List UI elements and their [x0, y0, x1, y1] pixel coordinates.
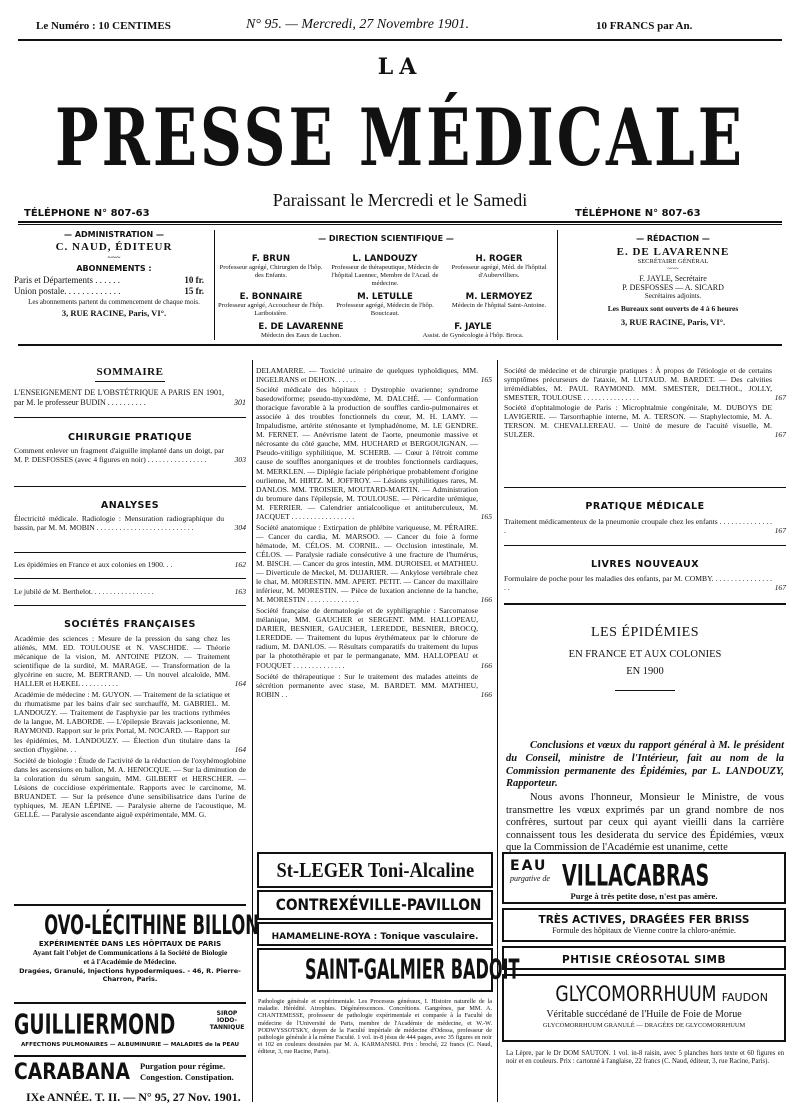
toc-page: 162 — [234, 560, 246, 569]
toc-analyses-text: Électricité médicale. Radiologie : Mensuration radiographique du bassin, par M. M. MOBIN . . . . . . . . . . . . . . . . . . . . . . . . . . — [14, 514, 224, 533]
societes-heading: SOCIÉTÉS FRANÇAISES — [64, 619, 196, 630]
chir-heading: CHIRURGIE PRATIQUE — [67, 432, 193, 443]
toc-page: 166 — [480, 660, 492, 670]
redaction-assistants-role: Secrétaires adjoints. — [644, 292, 702, 300]
ad-glyco-line1: Véritable succédané de l'Huile de Foie de Morue — [546, 1009, 742, 1020]
ad-briss-line: Formule des hôpitaux de Vienne contre la chloro-anémie. — [552, 926, 736, 935]
toc-page: 167 — [774, 583, 786, 593]
article-subtitle: Conclusions et vœux du rapport général à M. le président du Conseil, ministre de l'Intérieur, fait au nom de la Commission permanente des Épidémies, par L. LANDOUZY, Rapporteur. — [506, 740, 784, 790]
ad-villacabras-line: Purge à très petite dose, n'est pas amère. — [570, 891, 718, 901]
article-title-2: EN FRANCE ET AUX COLONIES — [568, 649, 722, 660]
ad-st-leger — [257, 852, 493, 888]
toc-anatomique: Société anatomique : Extirpation de phlébite variqueuse, M. PÉRAIRE. — Cancer du cardia, M. MARSOO. — Cancer du foie à forme hématode, M. CÉLOS. M. CORNIL. — Occlusion intestinale, M. CÉLOS. — Paralysie radiale consécutive à une fracture de l'humérus, M. BISCH. — Cancer du gros intestin, MM. DUROISEL et MATHIEU. — Diverticule de Meckel, M. DUJARIER. — Ankylose vertébrale chez le chat, M. MORESTIN. MM. APERT. PETIT. — Cancer du maxillaire inférieur, M. MORESTIN. — Pièce de luxation ancienne de la hanche, M. MORESTIN . . . . . . . . . . . . . . — [256, 522, 478, 605]
toc-page: 167 — [774, 430, 786, 440]
ad-carabana-title: CARABANA — [14, 1060, 130, 1085]
staff-lavarenne — [216, 322, 386, 340]
toc-biologie: Société de biologie : Étude de l'activité de la réduction de l'oxyhémoglobine dans les ascensions en ballon, M. A. HENOCQUE. — Sur la diminution de la coloration du sérum sanguin, MM. GILBERT et HERSCHER. — Lésions de coccidiose expérimentale. Rapports avec le carcinome, M. BRUANDET. — Sur la présence d'une sensibilisatrice dans l'urine de typhiques, M. JEAN LÉPINE. — Paralysie alterne de l'acoustique, M. GELLÉ. — Paralysie ascendante aiguë expérimentale, MM. G. — [14, 755, 246, 819]
ad-fer-briss — [502, 908, 786, 942]
toc-acad-sciences: Académie des sciences : Mesure de la pression du sang chez les aliénés, MM. ED. TOULOUSE et N. VASCHIDE. — Théorie mécanique de la vision, M. ANTOINE PIZON. — Traitement scientifique de la surdité, M. MARAGE. — Transformation de la glycérine en sucre, M. BERTRAND. — Un nouvel alcaloïde, MM. HALLER et HÆKEL . . . . . . . . . . — [14, 634, 230, 689]
staff-brun — [216, 254, 326, 280]
staff-name: E. DE LAVARENNE — [258, 322, 344, 332]
toc-livres-text: Formulaire de poche pour les maladies des enfants, par M. COMBY. . . . . . . . . . . . . . . . . . — [504, 574, 772, 593]
ad-carabana-line1: Purgation pour régime. — [140, 1061, 226, 1071]
ad-briss-title: TRÈS ACTIVES, DRAGÉES FER BRISS — [538, 914, 750, 926]
direction-heading: — DIRECTION SCIENTIFIQUE — — [318, 234, 454, 243]
staff-letulle — [330, 292, 440, 318]
staff-name: E. BONNAIRE — [239, 292, 303, 302]
redaction-box: — RÉDACTION — E. DE LAVARENNE SECRÉTAIRE GÉNÉRAL ~~~ F. JAYLE, Secrétaire P. DESFOSSES — A. SICARD Secrétaires adjoints. Les Bureaux sont ouverts de 4 à 6 heures 3, RUE RACINE, Paris, VI°. — [560, 234, 786, 327]
issue-line: N° 95. — Mercredi, 27 Novembre 1901. — [246, 17, 469, 32]
toc-page: 163 — [234, 587, 246, 596]
ad-glycomorrhuum — [502, 974, 786, 1042]
article-title-3: EN 1900 — [626, 666, 664, 677]
ad-creosotal-text: PHTISIE CRÉOSOTAL SIMB — [562, 954, 726, 966]
staff-name: F. JAYLE — [454, 322, 492, 332]
toc-pratique — [504, 517, 786, 535]
subscription-note: Les abonnements partent du commencement de chaque mois. — [28, 298, 200, 306]
redaction-address: 3, RUE RACINE, Paris, VI°. — [620, 317, 726, 327]
ad-guilliermond — [14, 1008, 246, 1052]
toc-epid-text: Les épidémies en France et aux colonies en 1900. . . — [14, 560, 173, 569]
toc-chir — [14, 446, 246, 464]
toc-therapeutique: Société de thérapeutique : Sur le traitement des malades atteints de sécrétion permanente avec stase, M. BARDET. MM. MATHIEU, ROBIN . . — [256, 671, 478, 699]
staff-role: Professeur agrégé, Accoucheur de l'hôp. Lariboisière. — [218, 302, 324, 317]
toc-page: 303 — [234, 455, 246, 465]
toc-page: 166 — [480, 689, 492, 699]
ad-saint-galmier — [257, 948, 520, 992]
ad-ovo-line3: Ayant fait l'objet de Communications à la Société de Biologie — [32, 948, 228, 957]
staff-role: Professeur agrégé, Chirurgien de l'hôp. des Enfants. — [219, 264, 323, 279]
rate2-label: Union postale. . . . . . . . . . . . . — [14, 286, 121, 296]
toc-hopitaux: Société médicale des hôpitaux : Dystrophie ovarienne; syndrome basedowiforme; pseudo-myxœdème, M. DALCHÉ. — Conformation thoracique favorable à la production de souffles cardio-pulmonaires et associée à des troubles fonctionnels du cœur, M. H. LAMY. — Impaludisme, artérite sténosante et lymphadénome, M. LE GENDRE. M. FERNET. — Anévrisme latent de l'aorte, pneumonie massive et nécrosante du côté gauche, MM. HUCHARD et BERGOUIGNAN. — Pseudo-vitiligo syphilitique, M. SCHERB. — Cœur à l'étroit comme cause de souffles anorganiques et de troubles fonctionnels cardiaques, M. MERKLEN. — Diplégie faciale périphérique probablement d'origine ourlienne, M. HIRTZ. M. JOFFROY. — Lésions syphilitiques rares, M. DANLOS. MM. TROISIER, MOUTARD-MARTIN. — Administration du bromure dans l'épilepsie, M. TOULOUSE. — Péricardite urémique, M. FERRIER. — Calendrier antialcoolique et antituberculeux, M. JACQUET . . . . . . . . . . . . . . . . . — [256, 385, 478, 521]
staff-role: Médecin de l'hôpital Saint-Antoine. — [451, 302, 547, 309]
article-title — [504, 625, 786, 677]
frequency: Paraissant le Mercredi et le Samedi — [272, 190, 528, 210]
administration-box: — ADMINISTRATION — C. NAUD, ÉDITEUR ~~~ ABONNEMENTS : Paris et Départements . . . . . . 10 fr. Union postale. . . . . . . . . . . . . 15 fr. Les abonnements partent du commencement de chaque mois. 3, RUE RACINE, Paris, VI°. — [14, 230, 214, 318]
rate2-value: 15 fr. — [184, 286, 204, 296]
toc-page: 167 — [774, 393, 786, 403]
toc-chir-text: Comment enlever un fragment d'aiguille implanté dans un doigt, par M. P. DESFOSSES (avec 4 figures en noir) . . . . . . . . . . . . . . . . — [14, 446, 224, 465]
staff-name: M. LETULLE — [357, 292, 413, 302]
toc-societes — [14, 634, 246, 819]
staff-name: M. LERMOYEZ — [465, 292, 533, 302]
ad-creosotal — [502, 946, 786, 970]
ad-ovo-line4: et à l'Académie de Médecine. — [83, 957, 177, 966]
masthead-title — [0, 92, 800, 184]
toc-page: 301 — [234, 397, 246, 407]
ad-carabana — [14, 1060, 246, 1090]
analyses-heading: ANALYSES — [100, 500, 160, 511]
toc-ophtalmo: Société d'ophtalmologie de Paris : Microphtalmie congénitale, M. DUBOYS DE LAVIGERIE. — Tarsorrhaphie interne, M. A. TERSON. — Staphylectomie, M. A. TERSON. M. CHEVALLEREAU. — Unité de mesure de l'acuité visuelle, M. SULZER. — [504, 403, 772, 440]
publisher: C. NAUD, ÉDITEUR — [55, 241, 173, 253]
toc-page: 164 — [234, 679, 246, 689]
ad-ovo-lecithine — [14, 910, 260, 983]
toc-acad-medecine: Académie de médecine : M. GUYON. — Traitement de la sciatique et du rhumatisme par les bains d'air sec surchauffé, M. GABRIEL. M. LANDOUZY. — Traitement de l'asphyxie par les tractions rythmées de la langue, M. LABORDE. — L'épilepsie Bravais jacksonienne, M. RAYMOND. Rapport sur le prix Portal, M. NOCARD. — Rapport sur les épidémies, M. LANDOUZY. — Élection d'un titulaire dans la section d'hygiène. . . — [14, 690, 230, 754]
livres-heading: LIVRES NOUVEAUX — [590, 559, 700, 570]
toc-page: 165 — [480, 511, 492, 521]
toc-page: 164 — [234, 744, 246, 754]
article-body: Nous avons l'honneur, Monsieur le Ministre, de vous transmettre les vœux exprimés par un grand nombre de nos confrères, surtout par ceux qui ayant vieilli dans la carrière connaissent tous les desiderata du service des Épidémies, vœux que la Commission de l'Académie est unanime, cette — [506, 792, 784, 853]
subscription-price: 10 FRANCS par An. — [596, 20, 693, 32]
toc-column-2 — [256, 366, 492, 699]
toc-page: 166 — [480, 595, 492, 605]
ad-glyco-line2: GLYCOMORRHUUM GRANULÉ — DRAGÉES DE GLYCOMORRHUUM — [542, 1022, 746, 1029]
staff-role: Assist. de Gynécologie à l'hôp. Broca. — [422, 332, 524, 339]
toc-epidemies — [14, 560, 246, 569]
footer: IXe ANNÉE. T. II. — N° 95, 27 Nov. 1901. — [26, 1090, 241, 1104]
toc-page: 165 — [480, 375, 492, 385]
redaction-hours: Les Bureaux sont ouverts de 4 à 6 heures — [607, 304, 739, 313]
administration-heading: — ADMINISTRATION — — [64, 230, 164, 239]
staff-bonnaire — [216, 292, 326, 318]
staff-name: H. ROGER — [475, 254, 523, 264]
ad-contrexeville — [257, 890, 493, 920]
ad-st-leger-text: St-LEGER Toni-Alcaline — [276, 858, 474, 882]
ad-ovo-line5: Dragées, Granulé, Injections hypodermiques. - 46, R. Pierre-Charron, Paris. — [19, 967, 241, 983]
toc-pratique-text: Traitement médicamenteux de la pneumonie croupale chez les enfants . . . . . . . . . . . . . . . — [504, 517, 772, 536]
direction-box — [216, 234, 556, 243]
ad-ovo-title: OVO-LÉCITHINE BILLON — [44, 910, 260, 940]
ad-villacabras — [502, 852, 786, 904]
toc-page: 304 — [234, 523, 246, 533]
masthead-la: LA — [377, 54, 423, 80]
toc-column-3 — [504, 366, 786, 439]
pratique-heading: PRATIQUE MÉDICALE — [585, 501, 705, 512]
book-ad-lepre — [506, 1050, 784, 1066]
staff-role: Professeur agrégé, Médecin de l'hôp. Boucicaut. — [336, 302, 434, 317]
admin-address: 3, RUE RACINE, Paris, VI°. — [61, 308, 167, 318]
staff-role: Professeur de thérapeutique, Médecin de l'hôpital Laennec, Membre de l'Acad. de médecine. — [331, 264, 439, 287]
toc-dermato: Société française de dermatologie et de syphiligraphie : Sarcomatose mélanique, MM. GAUCHER et SERGENT. MM. HALLOPEAU, DARIER, BESNIER, GAUCHER, LEREDDE, BESNIER, BROCQ, LEREDDE. — Traitement du lupus érythémateux par le chlorure de radium, M. DANLOS. — Résultats comparatifs du traitement du lupus par la photothérapie et par le permanganate, MM. HALLOPEAU et FOUQUET . . . . . . . . . . . . . . — [256, 606, 478, 670]
staff-name: L. LANDOUZY — [352, 254, 418, 264]
ad-glyco-title: GLYCOMORRHUUM — [555, 982, 717, 1006]
rate1-label: Paris et Départements . . . . . . — [14, 275, 120, 285]
ad-hamameline-text: HAMAMELINE-ROYA : Tonique vasculaire. — [271, 932, 479, 942]
ad-guil-line: AFFECTIONS PULMONAIRES — ALBUMINURIE — MALADIES de la PEAU — [20, 1042, 240, 1048]
subscriptions-heading: ABONNEMENTS : — [76, 264, 152, 273]
toc-jubile-text: Le jubilé de M. Berthelot. . . . . . . . . . . . . . . . . — [14, 587, 154, 596]
rate1-value: 10 fr. — [184, 275, 204, 285]
toc-col2-intro: DELAMARRE. — Toxicité urinaire de quelques typhoïdiques, MM. INGELRANS et DEHON. . . . . . — [256, 366, 478, 385]
toc-medecine-chir: Société de médecine et de chirurgie pratiques : À propos de l'étiologie et de certains symptômes précurseurs de l'ataxie, M. LUTAUD. M. BARDET. — Des calvities irrémédiables, M. PAUL RAYMOND. MM. SMESTER, DELTHOL, JOLLY, SMESTER, TOULOUSE . . . . . . . . . . . . . . . — [504, 366, 772, 403]
staff-landouzy — [330, 254, 440, 287]
ad-guil-title: GUILLIERMOND — [14, 1008, 176, 1041]
toc-jubile — [14, 587, 246, 596]
redaction-heading: — RÉDACTION — — [636, 234, 710, 243]
ad-eau: EAU — [510, 858, 548, 874]
toc-lead — [14, 388, 246, 407]
ad-villacabras-title: VILLACABRAS — [562, 858, 710, 893]
toc-lead-title: L'ENSEIGNEMENT DE L'OBSTÉTRIQUE A PARIS EN 1901, par M. le professeur BUDIN . . . . . . . . . . — [14, 388, 224, 407]
ad-guil-sirop: SIROP IODO-TANNIQUE — [209, 1010, 245, 1031]
toc-livres — [504, 574, 786, 592]
staff-role: Médecin des Eaux de Luchon. — [260, 332, 341, 339]
book-ad-text: Pathologie générale et expérimentale. Les Processus généraux, I. Histoire naturelle de la maladie. Hérédité. Atrophies. Dégénérescences. Concrétions. Gangrènes, par MM. A. CHANTEMESSE, professeur de pathologie expérimentale et comparée à la Faculté de médecine de l'Université de Paris, membre de l'Académie de médecine, et W.-W. PODWYSSOTSKY, doyen de la Faculté impériale de médecine d'Odessa, professeur de pathologie générale à la même Faculté. 1 vol. in-8 jésus de 444 pages, avec 35 figures en noir et 102 en couleurs dessinées par M. A. KARMANSKI. Prix : broché, 22 francs (C. Naud, éditeur, 3, rue Racine, Paris). — [258, 998, 492, 1056]
staff-name: F. BRUN — [251, 254, 291, 264]
ad-hamameline — [257, 922, 493, 946]
phone-left: TÉLÉPHONE N° 807-63 — [24, 208, 150, 219]
redaction-chief: E. DE LAVARENNE — [616, 246, 730, 258]
ad-carabana-line2: Congestion. Constipation. — [140, 1072, 234, 1082]
book-ad — [258, 998, 492, 1056]
staff-jayle — [390, 322, 556, 340]
toc-page: 167 — [774, 526, 786, 536]
ad-ovo-line2: EXPÉRIMENTÉE DANS LES HÔPITAUX DE PARIS — [38, 940, 222, 948]
redaction-chief-role: SECRÉTAIRE GÉNÉRAL — [637, 258, 709, 265]
article-title-1: LES ÉPIDÉMIES — [591, 625, 699, 640]
staff-lermoyez — [444, 292, 554, 310]
ad-glyco-brand: FAUDON — [721, 991, 768, 1004]
redaction-assistants: P. DESFOSSES — A. SICARD — [622, 283, 724, 292]
toc-analyses — [14, 514, 246, 532]
ad-contrexeville-text: CONTREXÉVILLE-PAVILLON — [275, 895, 482, 914]
sommaire-heading: SOMMAIRE — [96, 366, 164, 378]
masthead-title-text: PRESSE MÉDICALE — [55, 92, 745, 184]
ad-eau-purgative: purgative de — [510, 874, 550, 883]
price: Le Numéro : 10 CENTIMES — [36, 20, 171, 32]
redaction-secretary: F. JAYLE, Secrétaire — [639, 274, 707, 283]
ad-saint-galmier-text: SAINT-GALMIER BADOIT — [304, 954, 520, 986]
book-ad-lepre-text: La Lèpre, par le Dr DOM SAUTON. 1 vol. in-8 raisin, avec 5 planches hors texte et 60 figures en noir et en couleurs. Prix : cartonné à l'anglaise, 22 francs (C. Naud, éditeur, 3, rue Racine, Paris). — [506, 1050, 784, 1065]
staff-roger — [444, 254, 554, 280]
staff-role: Professeur agrégé, Méd. de l'hôpital d'Aubervilliers. — [451, 264, 547, 279]
phone-right: TÉLÉPHONE N° 807-63 — [575, 208, 701, 219]
